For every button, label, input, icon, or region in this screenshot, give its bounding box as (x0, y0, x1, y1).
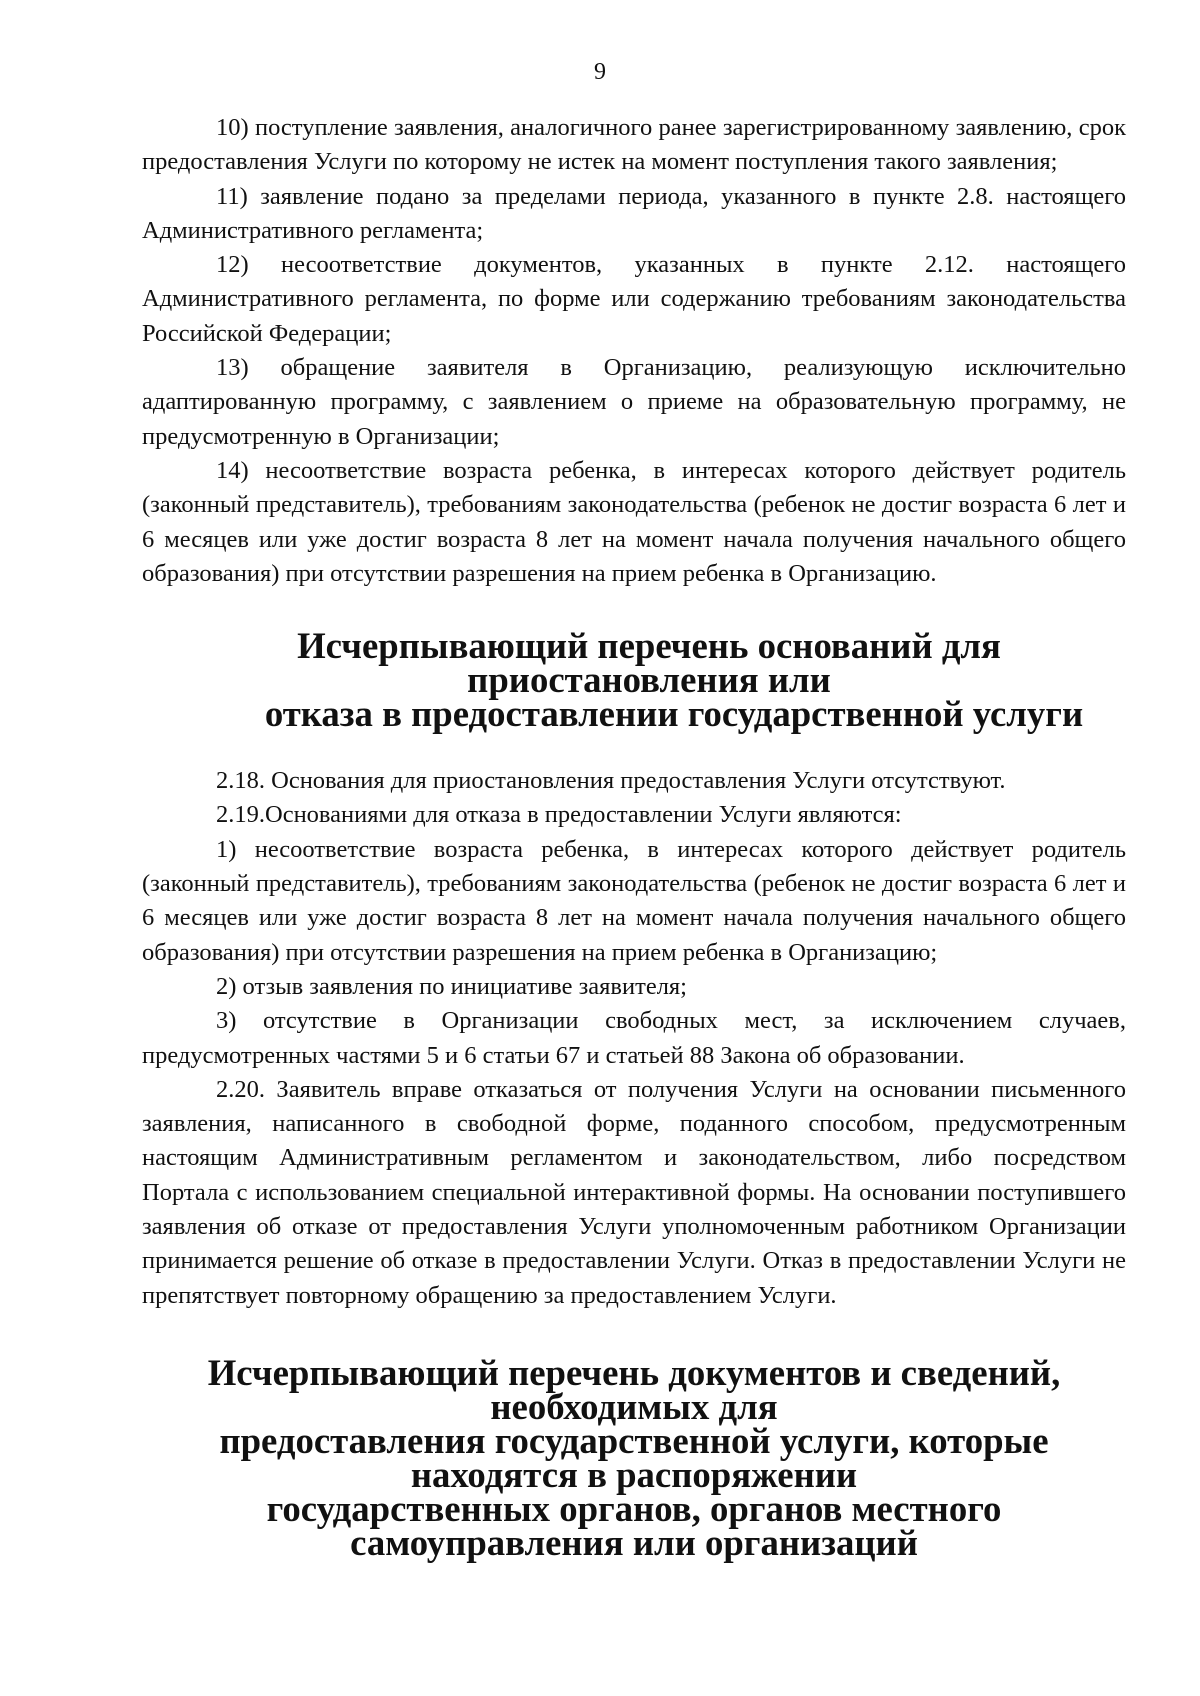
paragraph-item-12: 12) несоответствие документов, указанных в пункте 2.12. настоящего Административного регламента, по форме или содержанию требованиям законодательства Российской Федерации; (142, 251, 1126, 347)
paragraph-item-11: 11) заявление подано за пределами периода, указанного в пункте 2.8. настоящего Административного регламента; (142, 182, 1126, 244)
paragraph-refusal-3: 3) отсутствие в Организации свободных мест, за исключением случаев, предусмотренных частями 5 и 6 статьи 67 и статьей 88 Закона об образовании. (142, 1007, 1126, 1069)
page-number: 9 (594, 59, 606, 85)
paragraph-item-10: 10) поступление заявления, аналогичного ранее зарегистрированному заявлению, срок предоставления Услуги по которому не истек на момент поступления такого заявления; (142, 114, 1126, 176)
heading-line: отказа в предоставлении государственной услуги (264, 693, 1084, 735)
section-heading-suspension-refusal (142, 625, 1126, 735)
paragraph-item-14: 14) несоответствие возраста ребенка, в интересах которого действует родитель (законный представитель), требованиям законодательства (ребенок не достиг возраста 6 лет и 6 месяцев или уже достиг возраста 8 лет на момент начала получения начального общего образования) при отсутствии разрешения на прием ребенка в Организацию. (142, 456, 1126, 587)
paragraph-2-20: 2.20. Заявитель вправе отказаться от получения Услуги на основании письменного заявления, написанного в свободной форме, поданного способом, предусмотренным настоящим Административным регламентом и законодательством, либо посредством Портала с использованием специальной интерактивной формы. На основании поступившего заявления об отказе от предоставления Услуги уполномоченным работником Организации принимается решение об отказе в предоставлении Услуги. Отказ в предоставлении Услуги не препятствует повторному обращению за предоставлением Услуги. (142, 1075, 1126, 1309)
section-heading-documents (142, 1351, 1126, 1563)
paragraph-2-18: 2.18. Основания для приостановления предоставления Услуги отсутствуют. (216, 767, 1006, 795)
heading-line: Исчерпывающий перечень оснований для приостановления или (297, 625, 1001, 701)
paragraph-2-19: 2.19.Основаниями для отказа в предоставлении Услуги являются: (216, 801, 902, 829)
heading-line: Исчерпывающий перечень документов и сведений, необходимых для (207, 1351, 1061, 1427)
paragraph-refusal-2: 2) отзыв заявления по инициативе заявителя; (216, 972, 687, 1000)
heading-line: государственных органов, органов местного самоуправления или организаций (266, 1487, 1002, 1563)
paragraph-refusal-1: 1) несоответствие возраста ребенка, в интересах которого действует родитель (законный представитель), требованиям законодательства (ребенок не достиг возраста 6 лет и 6 месяцев или уже достиг возраста 8 лет на момент начала получения начального общего образования) при отсутствии разрешения на прием ребенка в Организацию; (142, 835, 1126, 966)
paragraph-item-13: 13) обращение заявителя в Организацию, реализующую исключительно адаптированную программу, с заявлением о приеме на образовательную программу, не предусмотренную в Организации; (142, 354, 1126, 450)
document-body (142, 111, 1126, 1563)
heading-line: предоставления государственной услуги, которые находятся в распоряжении (219, 1419, 1049, 1495)
